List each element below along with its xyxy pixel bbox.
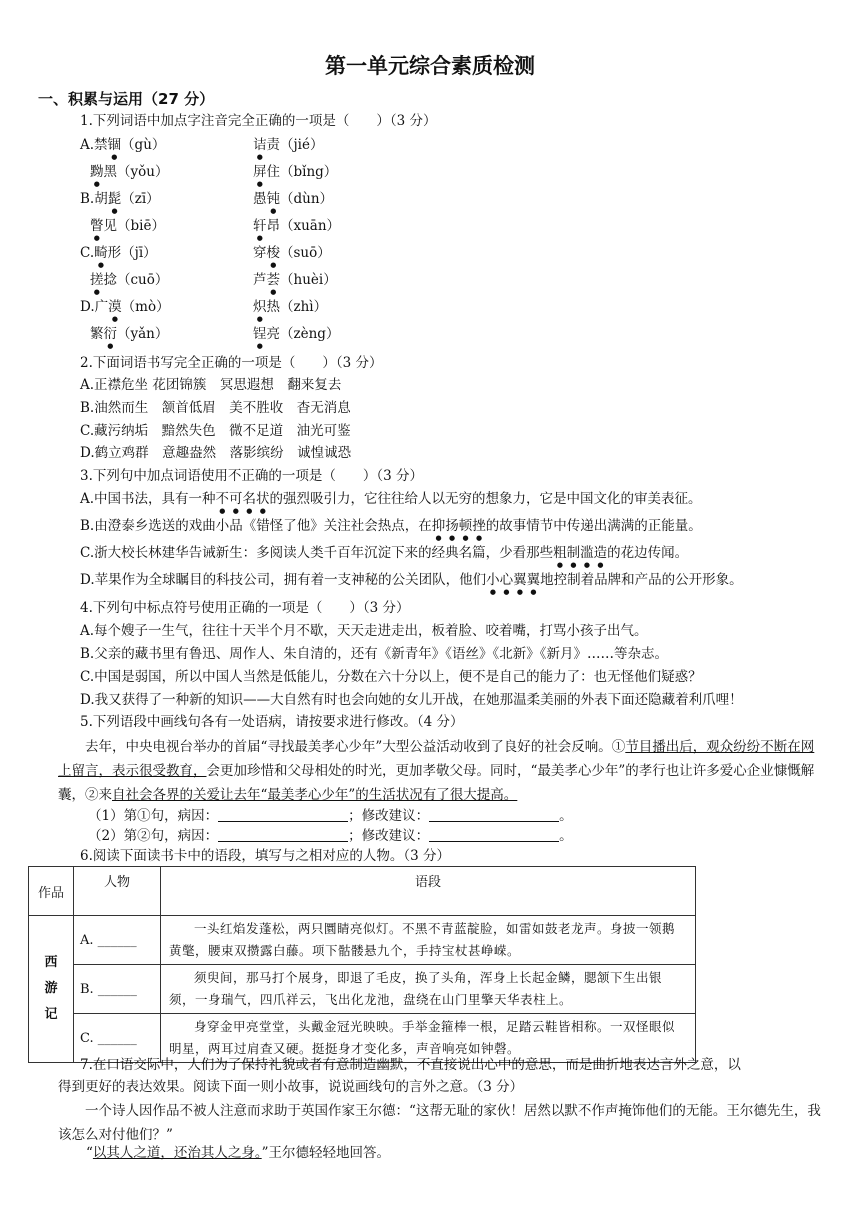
q3-stem: 3.下列句中加点词语使用不正确的一项是（ ）（3 分） xyxy=(80,468,424,484)
passage-a: 一头红焰发蓬松，两只圜睛亮似灯。不黑不青蓝靛脸，如雷如鼓老龙声。身披一领鹅黄氅，腰束双攒露白藤。项下骷髅悬九个，手持宝杖甚峥嵘。 xyxy=(161,916,696,965)
q2-stem: 2.下面词语书写完全正确的一项是（ ）（3 分） xyxy=(80,355,383,371)
q5-answer-1: （1）第①句，病因： ；修改建议： 。 xyxy=(88,808,573,824)
q1-option-d1: D.广漠（mò） xyxy=(80,299,170,315)
q1-stem: 1.下列词语中加点字注音完全正确的一项是（ ）（3 分） xyxy=(80,113,437,129)
q7-stem-line2: 得到更好的表达效果。阅读下面一则小故事，说说画线句的言外之意。（3 分） xyxy=(58,1079,524,1095)
passage-b: 须臾间，那马打个展身，即退了毛皮，换了头角，浑身上长起金鳞，腮颔下生出银须，一身瑞气，四爪祥云，飞出化龙池，盘绕在山门里擎天华表柱上。 xyxy=(161,965,696,1014)
header-character: 人物 xyxy=(74,867,161,916)
q2-option-b: B.油然而生 颔首低眉 美不胜收 杳无消息 xyxy=(80,400,351,416)
character-blank-a[interactable]: A. ______ xyxy=(74,916,161,965)
table-header-row xyxy=(29,867,696,916)
q4-option-b: B.父亲的藏书里有鲁迅、周作人、朱自清的，还有《新青年》《语丝》《北新》《新月》……等杂志。 xyxy=(80,646,668,662)
character-blank-c[interactable]: C. ______ xyxy=(74,1014,161,1063)
q1-option-c4: 芦荟（huèi） xyxy=(253,272,337,288)
q1-option-a2: 诘责（jié） xyxy=(253,137,324,153)
q3-option-d: D.苹果作为全球瞩目的科技公司，拥有着一支神秘的公关团队，他们小心翼翼地控制着品牌和产品的公开形象。 xyxy=(80,572,743,588)
work-title: 西游记 xyxy=(29,916,74,1063)
q3-option-a: A.中国书法，具有一种不可名状的强烈吸引力，它往往给人以无穷的想象力，它是中国文化的审美表征。 xyxy=(80,491,702,507)
q1-option-a4: 屏住（bǐng） xyxy=(253,164,338,180)
q1-option-b4: 轩昂（xuān） xyxy=(253,218,341,234)
q7-stem-line1: 7.在口语交际中，人们为了保持礼貌或者有意制造幽默，不直接说出心中的意思，而是曲折地表达言外之意，以 xyxy=(80,1057,741,1073)
q5-blank-cause-2[interactable] xyxy=(218,827,348,842)
q2-option-c: C.藏污纳垢 黯然失色 微不足道 油光可鉴 xyxy=(80,423,351,439)
q7-story: 一个诗人因作品不被人注意而求助于英国作家王尔德：“这帮无耻的家伙！居然以默不作声掩饰他们的无能。王尔德先生，我该怎么对付他们？” xyxy=(58,1103,821,1143)
page-title: 第一单元综合素质检测 xyxy=(325,54,535,78)
passage-c: 身穿金甲亮堂堂，头戴金冠光映映。手举金箍棒一根，足踏云鞋皆相称。一双怪眼似明星，两耳过肩查又硬。挺挺身才变化多，声音响亮如钟磬。 xyxy=(161,1014,696,1063)
q4-option-c: C.中国是弱国，所以中国人当然是低能儿，分数在六十分以上，便不是自己的能力了：也无怪他们疑惑？ xyxy=(80,669,702,685)
q1-option-a1: A.禁锢（gù） xyxy=(80,137,166,153)
header-passage: 语段 xyxy=(161,867,696,916)
q5-answer-2: （2）第②句，病因： ；修改建议： 。 xyxy=(88,828,573,844)
q1-option-b3: 瞥见（biē） xyxy=(90,218,165,234)
q1-option-b2: 愚钝（dùn） xyxy=(253,191,334,207)
q5-stem: 5.下列语段中画线句各有一处语病，请按要求进行修改。（4 分） xyxy=(80,714,464,730)
table-row xyxy=(29,916,696,965)
table-row xyxy=(29,965,696,1014)
character-blank-b[interactable]: B. ______ xyxy=(74,965,161,1014)
q4-stem: 4.下列句中标点符号使用正确的一项是（ ）（3 分） xyxy=(80,600,410,616)
reading-card-table xyxy=(28,866,696,1063)
q5-blank-fix-2[interactable] xyxy=(429,827,559,842)
q5-blank-fix-1[interactable] xyxy=(429,807,559,822)
q5-passage: 去年，中央电视台举办的首届“寻找最美孝心少年”大型公益活动收到了良好的社会反响。①节目播出后，观众纷纷不断在网上留言，表示很受教育，会更加珍惜和父母相处的时光，更加孝敬父母。同时，“最美孝心少年”的孝行也让许多爱心企业慷慨解囊，②来自社会各界的关爱让去年“最美孝心少年”的生活状况有了很大提高。 xyxy=(58,739,815,803)
q2-option-d: D.鹤立鸡群 意趣盎然 落影缤纷 诚惶诚恐 xyxy=(80,445,352,461)
q1-option-a3: 黝黑（yǒu） xyxy=(90,164,169,180)
q3-option-b: B.由澄泰乡选送的戏曲小品《错怪了他》关注社会热点，在抑扬顿挫的故事情节中传递出满满的正能量。 xyxy=(80,518,702,534)
q1-option-d2: 炽热（zhì） xyxy=(253,299,328,315)
q1-option-c3: 搓捻（cuō） xyxy=(90,272,169,288)
q1-option-d3: 繁衍（yǎn） xyxy=(90,326,169,342)
q1-option-c1: C.畸形（jī） xyxy=(80,245,157,261)
q5-blank-cause-1[interactable] xyxy=(218,807,348,822)
q4-option-d: D.我又获得了一种新的知识——大自然有时也会向她的女儿开战，在她那温柔美丽的外表下面还隐藏着利爪哩！ xyxy=(80,692,743,708)
q1-option-d4: 锃亮（zèng） xyxy=(253,326,340,342)
q7-underlined-quote: 以其人之道，还治其人之身。 xyxy=(92,1145,262,1161)
q1-option-c2: 穿梭（suō） xyxy=(253,245,331,261)
section-heading: 一、积累与运用（27 分） xyxy=(38,90,215,108)
q4-option-a: A.每个嫂子一生气，往往十天半个月不歇，天天走进走出，板着脸、咬着嘴，打骂小孩子出气。 xyxy=(80,623,648,639)
q2-option-a: A.正襟危坐 花团锦簇 冥思遐想 翻来复去 xyxy=(80,377,342,393)
q3-option-c: C.浙大校长林建华告诫新生：多阅读人类千百年沉淀下来的经典名篇，少看那些粗制滥造的花边传闻。 xyxy=(80,545,689,561)
header-work: 作品 xyxy=(29,867,74,916)
q7-quote-line: “以其人之道，还治其人之身。”王尔德轻轻地回答。 xyxy=(86,1145,391,1161)
q1-option-b1: B.胡髭（zī） xyxy=(80,191,160,207)
q6-stem: 6.阅读下面读书卡中的语段，填写与之相对应的人物。（3 分） xyxy=(80,848,451,864)
